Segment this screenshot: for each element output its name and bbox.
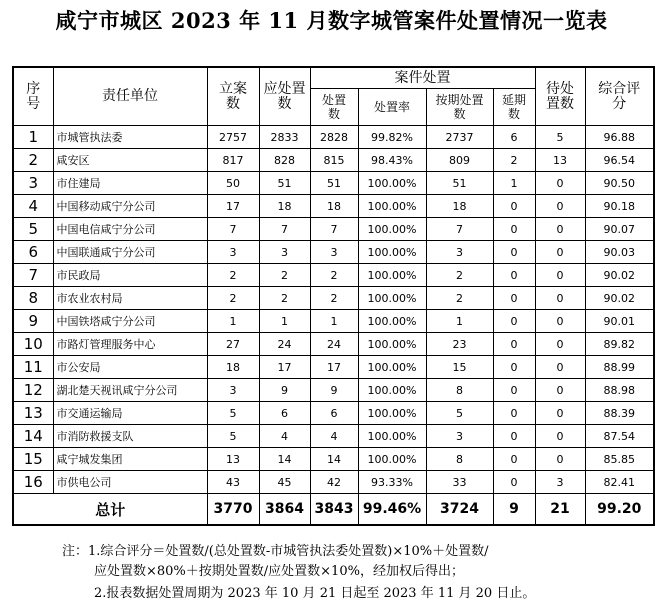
rate-cell: 100.00% (358, 264, 426, 287)
should-cell: 14 (259, 448, 310, 471)
seq-cell: 8 (13, 287, 53, 310)
score-cell: 96.88 (585, 126, 654, 149)
filed-cell: 3 (207, 241, 259, 264)
total-filed-cell: 3770 (207, 494, 259, 526)
rate-cell: 100.00% (358, 333, 426, 356)
handled-cell: 3 (310, 241, 358, 264)
pending-cell: 0 (535, 379, 585, 402)
filed-cell: 2 (207, 287, 259, 310)
header-filed: 立案数 (207, 67, 259, 126)
should-cell: 18 (259, 195, 310, 218)
pending-cell: 0 (535, 172, 585, 195)
ontime-cell: 7 (426, 218, 493, 241)
overdue-cell: 0 (493, 287, 535, 310)
rate-cell: 98.43% (358, 149, 426, 172)
case-table (12, 66, 655, 526)
unit-cell: 咸安区 (53, 149, 207, 172)
pending-cell: 13 (535, 149, 585, 172)
should-cell: 828 (259, 149, 310, 172)
unit-cell: 市交通运输局 (53, 402, 207, 425)
handled-cell: 815 (310, 149, 358, 172)
seq-cell: 6 (13, 241, 53, 264)
filed-cell: 2 (207, 264, 259, 287)
score-cell: 85.85 (585, 448, 654, 471)
handled-cell: 14 (310, 448, 358, 471)
should-cell: 1 (259, 310, 310, 333)
ontime-cell: 33 (426, 471, 493, 494)
pending-cell: 0 (535, 264, 585, 287)
score-cell: 88.98 (585, 379, 654, 402)
seq-cell: 7 (13, 264, 53, 287)
overdue-cell: 0 (493, 448, 535, 471)
ontime-cell: 2 (426, 287, 493, 310)
total-row (13, 494, 654, 526)
handled-cell: 18 (310, 195, 358, 218)
handled-cell: 9 (310, 379, 358, 402)
handled-cell: 24 (310, 333, 358, 356)
score-cell: 90.18 (585, 195, 654, 218)
should-cell: 4 (259, 425, 310, 448)
total-rate-cell: 99.46% (358, 494, 426, 526)
score-cell: 90.01 (585, 310, 654, 333)
note-line-2: 应处置数×80%＋按期处置数/应处置数×10%，经加权后得出； (94, 564, 464, 579)
handled-cell: 51 (310, 172, 358, 195)
pending-cell: 0 (535, 356, 585, 379)
header-seq: 序号 (13, 67, 53, 126)
score-cell: 89.82 (585, 333, 654, 356)
should-cell: 2 (259, 287, 310, 310)
rate-cell: 100.00% (358, 172, 426, 195)
pending-cell: 0 (535, 402, 585, 425)
filed-cell: 3 (207, 379, 259, 402)
handled-cell: 7 (310, 218, 358, 241)
filed-cell: 27 (207, 333, 259, 356)
ontime-cell: 5 (426, 402, 493, 425)
should-cell: 51 (259, 172, 310, 195)
filed-cell: 13 (207, 448, 259, 471)
score-cell: 90.02 (585, 287, 654, 310)
overdue-cell: 0 (493, 241, 535, 264)
overdue-cell: 0 (493, 425, 535, 448)
seq-cell: 1 (13, 126, 53, 149)
total-should-cell: 3864 (259, 494, 310, 526)
pending-cell: 0 (535, 241, 585, 264)
should-cell: 45 (259, 471, 310, 494)
seq-cell: 2 (13, 149, 53, 172)
total-pending-cell: 21 (535, 494, 585, 526)
should-cell: 17 (259, 356, 310, 379)
rate-cell: 93.33% (358, 471, 426, 494)
score-cell: 87.54 (585, 425, 654, 448)
rate-cell: 100.00% (358, 241, 426, 264)
seq-cell: 5 (13, 218, 53, 241)
note-line-3: 2.报表数据处置周期为 2023 年 10 月 21 日起至 2023 年 11 月 20 日止。 (94, 586, 536, 601)
ontime-cell: 809 (426, 149, 493, 172)
total-label: 总计 (13, 494, 207, 526)
pending-cell: 5 (535, 126, 585, 149)
unit-cell: 市城管执法委 (53, 126, 207, 149)
unit-cell: 中国移动咸宁分公司 (53, 195, 207, 218)
pending-cell: 0 (535, 425, 585, 448)
rate-cell: 100.00% (358, 356, 426, 379)
page-title: 咸宁市城区 2023 年 11 月数字城管案件处置情况一览表 (55, 8, 608, 33)
seq-cell: 3 (13, 172, 53, 195)
header-rate: 处置率 (358, 89, 426, 126)
total-handled-cell: 3843 (310, 494, 358, 526)
rate-cell: 100.00% (358, 287, 426, 310)
filed-cell: 50 (207, 172, 259, 195)
table-row (13, 218, 654, 241)
pending-cell: 0 (535, 218, 585, 241)
overdue-cell: 1 (493, 172, 535, 195)
ontime-cell: 23 (426, 333, 493, 356)
filed-cell: 5 (207, 425, 259, 448)
header-case-handling: 案件处置 (310, 67, 535, 89)
header-pending: 待处置数 (535, 67, 585, 126)
pending-cell: 0 (535, 333, 585, 356)
header-should: 应处置数 (259, 67, 310, 126)
rate-cell: 100.00% (358, 379, 426, 402)
score-cell: 88.39 (585, 402, 654, 425)
unit-cell: 湖北楚天视讯咸宁分公司 (53, 379, 207, 402)
should-cell: 2833 (259, 126, 310, 149)
seq-cell: 9 (13, 310, 53, 333)
overdue-cell: 0 (493, 333, 535, 356)
total-ontime-cell: 3724 (426, 494, 493, 526)
table-row (13, 333, 654, 356)
table-row (13, 126, 654, 149)
should-cell: 7 (259, 218, 310, 241)
ontime-cell: 15 (426, 356, 493, 379)
handled-cell: 6 (310, 402, 358, 425)
seq-cell: 12 (13, 379, 53, 402)
overdue-cell: 6 (493, 126, 535, 149)
ontime-cell: 8 (426, 379, 493, 402)
rate-cell: 100.00% (358, 425, 426, 448)
overdue-cell: 0 (493, 402, 535, 425)
ontime-cell: 2 (426, 264, 493, 287)
overdue-cell: 2 (493, 149, 535, 172)
table-row (13, 402, 654, 425)
score-cell: 90.07 (585, 218, 654, 241)
header-handled: 处置数 (310, 89, 358, 126)
unit-cell: 市公安局 (53, 356, 207, 379)
ontime-cell: 1 (426, 310, 493, 333)
should-cell: 9 (259, 379, 310, 402)
pending-cell: 0 (535, 287, 585, 310)
unit-cell: 市路灯管理服务中心 (53, 333, 207, 356)
rate-cell: 100.00% (358, 448, 426, 471)
table-row (13, 356, 654, 379)
seq-cell: 15 (13, 448, 53, 471)
rate-cell: 100.00% (358, 195, 426, 218)
header-ontime: 按期处置数 (426, 89, 493, 126)
table-row (13, 379, 654, 402)
total-score-cell: 99.20 (585, 494, 654, 526)
ontime-cell: 8 (426, 448, 493, 471)
handled-cell: 42 (310, 471, 358, 494)
header-score: 综合评分 (585, 67, 654, 126)
seq-cell: 16 (13, 471, 53, 494)
seq-cell: 10 (13, 333, 53, 356)
handled-cell: 4 (310, 425, 358, 448)
should-cell: 3 (259, 241, 310, 264)
handled-cell: 2 (310, 287, 358, 310)
rate-cell: 100.00% (358, 402, 426, 425)
should-cell: 6 (259, 402, 310, 425)
table-row (13, 425, 654, 448)
note-line-1: 注：1.综合评分＝处置数/(总处置数-市城管执法委处置数)×10%＋处置数/ (62, 544, 489, 559)
score-cell: 90.03 (585, 241, 654, 264)
filed-cell: 18 (207, 356, 259, 379)
overdue-cell: 0 (493, 264, 535, 287)
table-row (13, 287, 654, 310)
unit-cell: 市消防救援支队 (53, 425, 207, 448)
unit-cell: 市住建局 (53, 172, 207, 195)
pending-cell: 0 (535, 310, 585, 333)
table-row (13, 172, 654, 195)
rate-cell: 100.00% (358, 310, 426, 333)
unit-cell: 市民政局 (53, 264, 207, 287)
ontime-cell: 51 (426, 172, 493, 195)
score-cell: 90.50 (585, 172, 654, 195)
seq-cell: 11 (13, 356, 53, 379)
seq-cell: 14 (13, 425, 53, 448)
unit-cell: 中国铁塔咸宁分公司 (53, 310, 207, 333)
pending-cell: 0 (535, 195, 585, 218)
should-cell: 2 (259, 264, 310, 287)
filed-cell: 17 (207, 195, 259, 218)
overdue-cell: 0 (493, 471, 535, 494)
score-cell: 96.54 (585, 149, 654, 172)
table-row (13, 264, 654, 287)
should-cell: 24 (259, 333, 310, 356)
table-row (13, 471, 654, 494)
seq-cell: 4 (13, 195, 53, 218)
overdue-cell: 0 (493, 310, 535, 333)
filed-cell: 1 (207, 310, 259, 333)
table-row (13, 241, 654, 264)
handled-cell: 1 (310, 310, 358, 333)
overdue-cell: 0 (493, 379, 535, 402)
rate-cell: 100.00% (358, 218, 426, 241)
handled-cell: 17 (310, 356, 358, 379)
overdue-cell: 0 (493, 218, 535, 241)
filed-cell: 817 (207, 149, 259, 172)
unit-cell: 咸宁城发集团 (53, 448, 207, 471)
score-cell: 82.41 (585, 471, 654, 494)
seq-cell: 13 (13, 402, 53, 425)
ontime-cell: 2737 (426, 126, 493, 149)
filed-cell: 7 (207, 218, 259, 241)
table-row (13, 149, 654, 172)
handled-cell: 2 (310, 264, 358, 287)
filed-cell: 2757 (207, 126, 259, 149)
ontime-cell: 3 (426, 241, 493, 264)
table-row (13, 310, 654, 333)
unit-cell: 中国电信咸宁分公司 (53, 218, 207, 241)
score-cell: 90.02 (585, 264, 654, 287)
unit-cell: 市供电公司 (53, 471, 207, 494)
filed-cell: 5 (207, 402, 259, 425)
pending-cell: 0 (535, 448, 585, 471)
handled-cell: 2828 (310, 126, 358, 149)
unit-cell: 中国联通咸宁分公司 (53, 241, 207, 264)
header-overdue: 延期数 (493, 89, 535, 126)
unit-cell: 市农业农村局 (53, 287, 207, 310)
table-row (13, 195, 654, 218)
score-cell: 88.99 (585, 356, 654, 379)
table-row (13, 448, 654, 471)
rate-cell: 99.82% (358, 126, 426, 149)
overdue-cell: 0 (493, 195, 535, 218)
ontime-cell: 3 (426, 425, 493, 448)
filed-cell: 43 (207, 471, 259, 494)
ontime-cell: 18 (426, 195, 493, 218)
overdue-cell: 0 (493, 356, 535, 379)
pending-cell: 3 (535, 471, 585, 494)
header-unit: 责任单位 (53, 67, 207, 126)
total-overdue-cell: 9 (493, 494, 535, 526)
